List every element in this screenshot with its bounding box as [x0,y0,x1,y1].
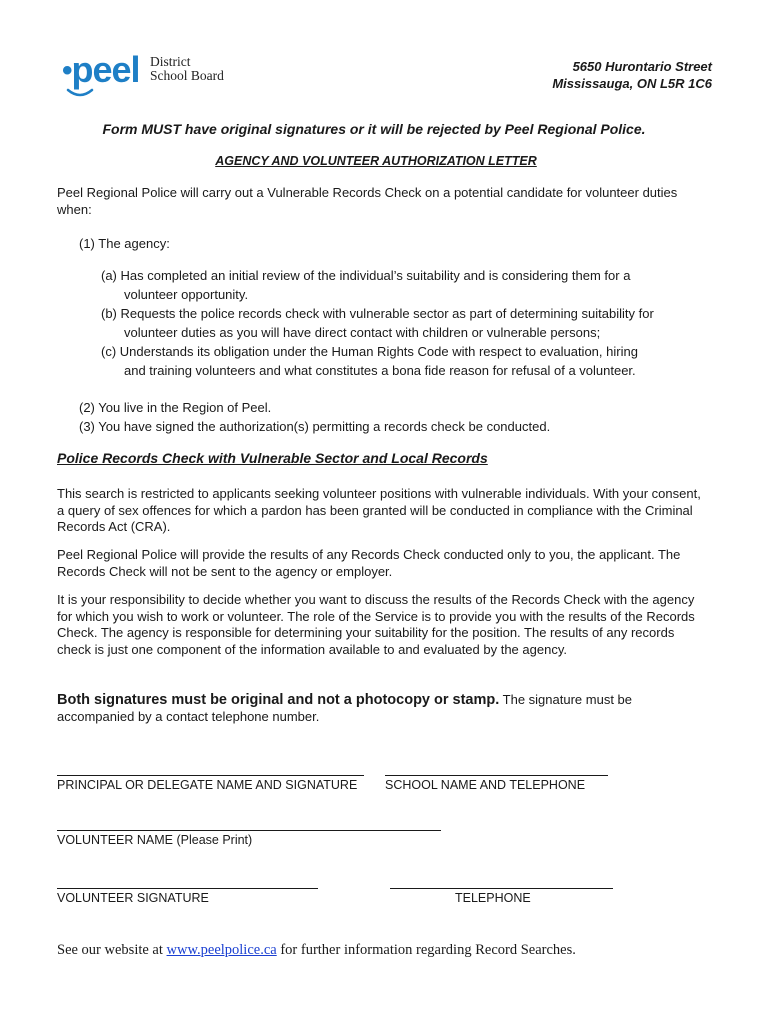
logo-smile-icon [66,88,94,98]
peel-dsb-logo [62,49,242,98]
paragraph-responsibility: It is your responsibility to decide whether you want to discuss the results of the Records Check with the agency for which you wish to work or volunteer. The role of the Service is to provide you with the results of the Records Check. The agency is responsible for determining your suitability for the position. The results of any records check is just one component of the information available to and evaluated by the agency. [57,592,695,657]
signature-warning: Form MUST have original signatures or it will be rejected by Peel Regional Police. [102,121,646,137]
volunteer-signature-line[interactable] [57,888,318,889]
principal-signature-line[interactable] [57,775,364,776]
section-title: Police Records Check with Vulnerable Sector and Local Records [57,450,488,466]
volunteer-telephone-label: TELEPHONE [455,891,531,905]
agency-subitem: (a) Has completed an initial review of the individual’s suitability and is considering them for a volunteer opportunity. [101,268,631,302]
volunteer-signature-label: VOLUNTEER SIGNATURE [57,891,209,905]
peelpolice-link[interactable]: www.peelpolice.ca [166,942,277,958]
address-street: 5650 Hurontario Street [572,59,712,74]
volunteer-name-line[interactable] [57,830,441,831]
school-telephone-label: SCHOOL NAME AND TELEPHONE [385,778,586,792]
agency-subitem: (b) Requests the police records check with vulnerable sector as part of determining suitability for volunteer duties as you will have direct contact with children or vulnerable persons; [101,306,654,340]
paragraph-restriction: This search is restricted to applicants seeking volunteer positions with vulnerable individuals. With your consent, a query of sex offences for which a pardon has been granted will be conducted in compliance with the Criminal Records Act (CRA). [57,486,701,534]
signature-notice: Both signatures must be original and not a photocopy or stamp. The signature must be accompanied by a contact telephone number. [57,692,633,724]
logo-org-name: District School Board [150,54,224,83]
intro-paragraph: Peel Regional Police will carry out a Vulnerable Records Check on a potential candidate for volunteer duties when: [57,185,678,217]
condition-item: (1) The agency: [79,236,170,251]
principal-signature-label: PRINCIPAL OR DELEGATE NAME AND SIGNATURE [57,778,358,792]
volunteer-name-label: VOLUNTEER NAME (Please Print) [57,833,253,847]
letter-title: AGENCY AND VOLUNTEER AUTHORIZATION LETTER [215,154,537,168]
logo-wordmark: •peel [62,49,140,90]
condition-item: (2) You live in the Region of Peel. [79,400,272,415]
address-block [552,58,712,92]
paragraph-results: Peel Regional Police will provide the results of any Records Check conducted only to you, the applicant. The Records Check will not be sent to the agency or employer. [57,547,681,579]
footer-note: See our website at www.peelpolice.ca for further information regarding Record Searches. [57,942,576,958]
agency-subitem: (c) Understands its obligation under the Human Rights Code with respect to evaluation, hiring and training volunteers and what constitutes a bona fide reason for refusal of a volunteer. [101,344,638,378]
address-city: Mississauga, ON L5R 1C6 [552,76,712,91]
volunteer-telephone-line[interactable] [390,888,613,889]
condition-item: (3) You have signed the authorization(s) permitting a records check be conducted. [79,419,551,434]
school-telephone-line[interactable] [385,775,608,776]
